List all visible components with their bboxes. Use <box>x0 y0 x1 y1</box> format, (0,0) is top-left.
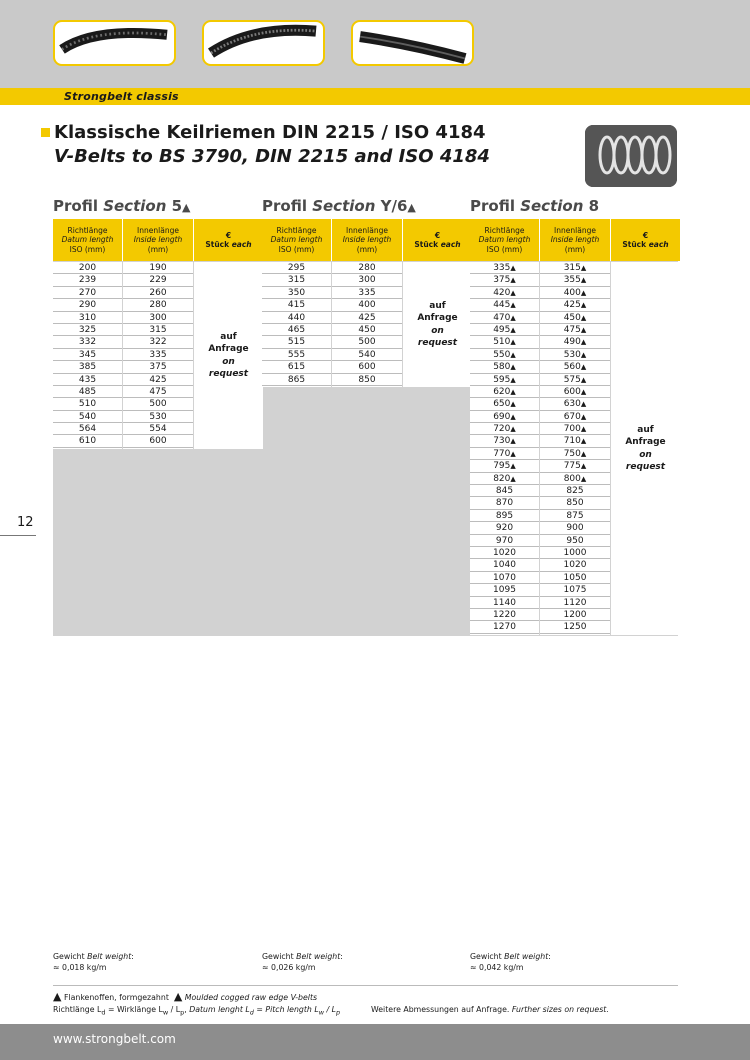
triangle-icon: ▲ <box>580 264 587 272</box>
table-cell: 1200 <box>540 609 610 621</box>
table-cell: 375 <box>123 361 193 373</box>
table-cell: 332 <box>53 336 122 348</box>
table-cell: 280 <box>332 262 402 274</box>
triangle-icon: ▲ <box>510 449 516 458</box>
table-cell: 530 <box>123 411 193 423</box>
column-datum-length <box>53 262 122 449</box>
table-cell: 615 <box>262 361 331 373</box>
belt-weight-1: Gewicht Belt weight: ≈ 0,026 kg/m <box>262 952 343 972</box>
triangle-icon: ▲ <box>510 288 516 297</box>
table-cell: 1000 <box>540 547 610 559</box>
belt-image-2 <box>202 20 325 66</box>
table-cell: 1140 <box>470 597 539 609</box>
triangle-icon: ▲ <box>510 313 516 322</box>
table-cell: 550▲ <box>470 349 539 361</box>
table-cell: 310 <box>53 312 122 324</box>
table-cell: 795▲ <box>470 460 539 472</box>
product-photo <box>585 125 677 187</box>
table-cell: 920 <box>470 522 539 534</box>
brand-label: Strongbelt classis <box>64 90 179 103</box>
triangle-icon: ▲ <box>53 990 62 1003</box>
triangle-icon: ▲ <box>580 425 587 434</box>
table-cell: 400 <box>332 299 402 311</box>
table-cell: 575▲ <box>540 374 610 386</box>
triangle-icon: ▲ <box>510 400 516 409</box>
table-cell: 530▲ <box>540 349 610 361</box>
table-cell: 239 <box>53 274 122 286</box>
table-cell: 950 <box>540 535 610 547</box>
table-cell: 425 <box>123 374 193 386</box>
triangle-icon: ▲ <box>580 338 587 347</box>
table-cell: 440 <box>262 312 331 324</box>
table-cell: 564 <box>53 423 122 435</box>
profile-heading-2: Profil Section 8 <box>470 197 600 215</box>
table-cell: 1020 <box>470 547 539 559</box>
table-cell: 720▲ <box>470 423 539 435</box>
table-cell: 450 <box>332 324 402 336</box>
triangle-icon: ▲ <box>580 437 587 446</box>
column-header-datum: Richtlänge Datum length ISO (mm) <box>53 219 122 261</box>
table-cell: 470▲ <box>470 312 539 324</box>
table-cell: 1050 <box>540 572 610 584</box>
table-cell: 229 <box>123 274 193 286</box>
triangle-icon: ▲ <box>510 264 516 272</box>
title-marker <box>41 128 50 137</box>
table-cell: 280 <box>123 299 193 311</box>
table-cell: 850 <box>540 497 610 509</box>
triangle-icon: ▲ <box>580 363 587 372</box>
triangle-icon: ▲ <box>580 387 587 396</box>
belt-image-1 <box>53 20 176 66</box>
table-cell: 200 <box>53 262 122 274</box>
triangle-icon: ▲ <box>510 350 516 359</box>
table-cell: 515 <box>262 336 331 348</box>
column-inside-length <box>332 262 402 387</box>
table-cell: 820▲ <box>470 473 539 485</box>
table-cell: 1020 <box>540 559 610 571</box>
table-cell: 1075 <box>540 584 610 596</box>
triangle-icon: ▲ <box>580 350 587 359</box>
column-inside-length <box>540 262 610 635</box>
table-cell: 1095 <box>470 584 539 596</box>
column-header-price: € Stück each <box>194 219 263 261</box>
table-cell: 900 <box>540 522 610 534</box>
page-title-en: V-Belts to BS 3790, DIN 2215 and ISO 4184 <box>54 146 490 167</box>
price-on-request: auf Anfrage on request <box>625 424 666 472</box>
triangle-icon: ▲ <box>173 990 183 1003</box>
table-cell: 465 <box>262 324 331 336</box>
triangle-icon: ▲ <box>510 301 516 310</box>
triangle-icon: ▲ <box>580 301 587 310</box>
table-cell: 350 <box>262 287 331 299</box>
table-cell: 850 <box>332 374 402 386</box>
table-cell: 475 <box>123 386 193 398</box>
table-cell: 322 <box>123 336 193 348</box>
table-cell: 420▲ <box>470 287 539 299</box>
price-on-request: auf Anfrage on request <box>208 331 249 379</box>
triangle-icon: ▲ <box>580 375 587 384</box>
triangle-icon: ▲ <box>510 375 516 384</box>
table-cell: 475▲ <box>540 324 610 336</box>
table-cell: 600▲ <box>540 386 610 398</box>
table-cell: 895 <box>470 510 539 522</box>
column-header-inside: Innenlänge Inside length (mm) <box>332 219 402 261</box>
table-cell: 620▲ <box>470 386 539 398</box>
triangle-icon: ▲ <box>510 338 516 347</box>
table-cell: 335 <box>123 349 193 361</box>
legend-cogged: ▲ Flankenoffen, formgezahnt ▲ Moulded cogged raw edge V-belts <box>53 990 318 1003</box>
table-cell: 580▲ <box>470 361 539 373</box>
table-cell: 315 <box>123 324 193 336</box>
footer-divider <box>53 985 678 986</box>
table-cell: 490▲ <box>540 336 610 348</box>
triangle-icon: ▲ <box>580 449 587 458</box>
table-cell: 375▲ <box>470 274 539 286</box>
table-cell: 1120 <box>540 597 610 609</box>
further-sizes-note: Weitere Abmessungen auf Anfrage. Further sizes on request. <box>371 1005 609 1014</box>
table-cell: 510 <box>53 398 122 410</box>
price-on-request: auf Anfrage on request <box>417 300 458 348</box>
column-header-datum: Richtlänge Datum length ISO (mm) <box>262 219 331 261</box>
table-cell: 500 <box>123 398 193 410</box>
table-cell: 1220 <box>470 609 539 621</box>
triangle-icon: ▲ <box>407 201 416 214</box>
table-cell: 450▲ <box>540 312 610 324</box>
table-cell: 825 <box>540 485 610 497</box>
table-cell: 415 <box>262 299 331 311</box>
column-header-inside: Innenlänge Inside length (mm) <box>123 219 193 261</box>
triangle-icon: ▲ <box>510 276 516 285</box>
table-cell: 1040 <box>470 559 539 571</box>
table-cell: 495▲ <box>470 324 539 336</box>
triangle-icon: ▲ <box>510 462 516 471</box>
table-cell: 710▲ <box>540 435 610 447</box>
table-cell: 554 <box>123 423 193 435</box>
triangle-icon: ▲ <box>580 400 587 409</box>
triangle-icon: ▲ <box>580 313 587 322</box>
table-cell: 335 <box>332 287 402 299</box>
triangle-icon: ▲ <box>580 325 587 334</box>
table-cell: 540 <box>53 411 122 423</box>
table-cell: 290 <box>53 299 122 311</box>
triangle-icon: ▲ <box>580 462 587 471</box>
table-cell: 295 <box>262 262 331 274</box>
table-cell: 540 <box>332 349 402 361</box>
profile-heading-0: Profil Section 5▲ <box>53 197 191 215</box>
page-number: 12 <box>17 515 34 530</box>
table-cell: 335▲ <box>470 262 539 274</box>
triangle-icon: ▲ <box>510 437 516 446</box>
table-cell: 750▲ <box>540 448 610 460</box>
legend-length-definition: Richtlänge $L_d$ = Wirklänge $L_w / L_p$, Datum lenght $L_d$ = Pitch length $L_w / L_p$ <box>53 1005 341 1017</box>
triangle-icon: ▲ <box>510 412 516 421</box>
table-cell: 355▲ <box>540 274 610 286</box>
table-cell: 670▲ <box>540 411 610 423</box>
column-inside-length <box>123 262 193 449</box>
table-cell: 560▲ <box>540 361 610 373</box>
column-header-datum: Richtlänge Datum length ISO (mm) <box>470 219 539 261</box>
triangle-icon: ▲ <box>580 288 587 297</box>
website-link[interactable]: www.strongbelt.com <box>53 1032 176 1046</box>
triangle-icon: ▲ <box>182 201 191 214</box>
table-cell: 485 <box>53 386 122 398</box>
triangle-icon: ▲ <box>510 363 516 372</box>
table-cell: 600 <box>332 361 402 373</box>
triangle-icon: ▲ <box>580 276 587 285</box>
table-cell: 800▲ <box>540 473 610 485</box>
triangle-icon: ▲ <box>510 474 516 483</box>
triangle-icon: ▲ <box>580 474 587 483</box>
table-cell: 270 <box>53 287 122 299</box>
page-number-rule <box>0 535 36 536</box>
table-cell: 345 <box>53 349 122 361</box>
table-cell: 730▲ <box>470 435 539 447</box>
table-cell: 595▲ <box>470 374 539 386</box>
table-cell: 445▲ <box>470 299 539 311</box>
table-cell: 300 <box>332 274 402 286</box>
table-cell: 315▲ <box>540 262 610 274</box>
table-cell: 435 <box>53 374 122 386</box>
table-cell: 500 <box>332 336 402 348</box>
profile-heading-1: Profil Section Y/6▲ <box>262 197 416 215</box>
table-cell: 845 <box>470 485 539 497</box>
table-cell: 400▲ <box>540 287 610 299</box>
column-datum-length <box>470 262 539 635</box>
triangle-icon: ▲ <box>510 325 516 334</box>
belt-weight-2: Gewicht Belt weight: ≈ 0,042 kg/m <box>470 952 551 972</box>
belt-weight-0: Gewicht Belt weight: ≈ 0,018 kg/m <box>53 952 134 972</box>
table-cell: 325 <box>53 324 122 336</box>
table-cell: 690▲ <box>470 411 539 423</box>
table-cell: 190 <box>123 262 193 274</box>
column-datum-length <box>262 262 331 387</box>
table-cell: 555 <box>262 349 331 361</box>
table-cell: 600 <box>123 435 193 447</box>
page-title-de: Klassische Keilriemen DIN 2215 / ISO 4184 <box>54 122 486 143</box>
table-cell: 775▲ <box>540 460 610 472</box>
table-cell: 875 <box>540 510 610 522</box>
table-cell: 865 <box>262 374 331 386</box>
table-cell: 385 <box>53 361 122 373</box>
table-cell: 610 <box>53 435 122 447</box>
table-cell: 260 <box>123 287 193 299</box>
table-cell: 315 <box>262 274 331 286</box>
table-cell: 970 <box>470 535 539 547</box>
table-cell: 300 <box>123 312 193 324</box>
triangle-icon: ▲ <box>510 387 516 396</box>
table-cell: 650▲ <box>470 398 539 410</box>
belt-image-3 <box>351 20 474 66</box>
table-cell: 870 <box>470 497 539 509</box>
column-header-inside: Innenlänge Inside length (mm) <box>540 219 610 261</box>
table-cell: 510▲ <box>470 336 539 348</box>
table-cell: 700▲ <box>540 423 610 435</box>
table-cell: 425 <box>332 312 402 324</box>
table-cell: 630▲ <box>540 398 610 410</box>
column-header-price: € Stück each <box>403 219 472 261</box>
triangle-icon: ▲ <box>580 412 587 421</box>
triangle-icon: ▲ <box>510 425 516 434</box>
column-header-price: € Stück each <box>611 219 680 261</box>
table-cell: 1250 <box>540 621 610 633</box>
table-cell: 770▲ <box>470 448 539 460</box>
table-cell: 425▲ <box>540 299 610 311</box>
table-cell: 1070 <box>470 572 539 584</box>
table-cell: 1270 <box>470 621 539 633</box>
